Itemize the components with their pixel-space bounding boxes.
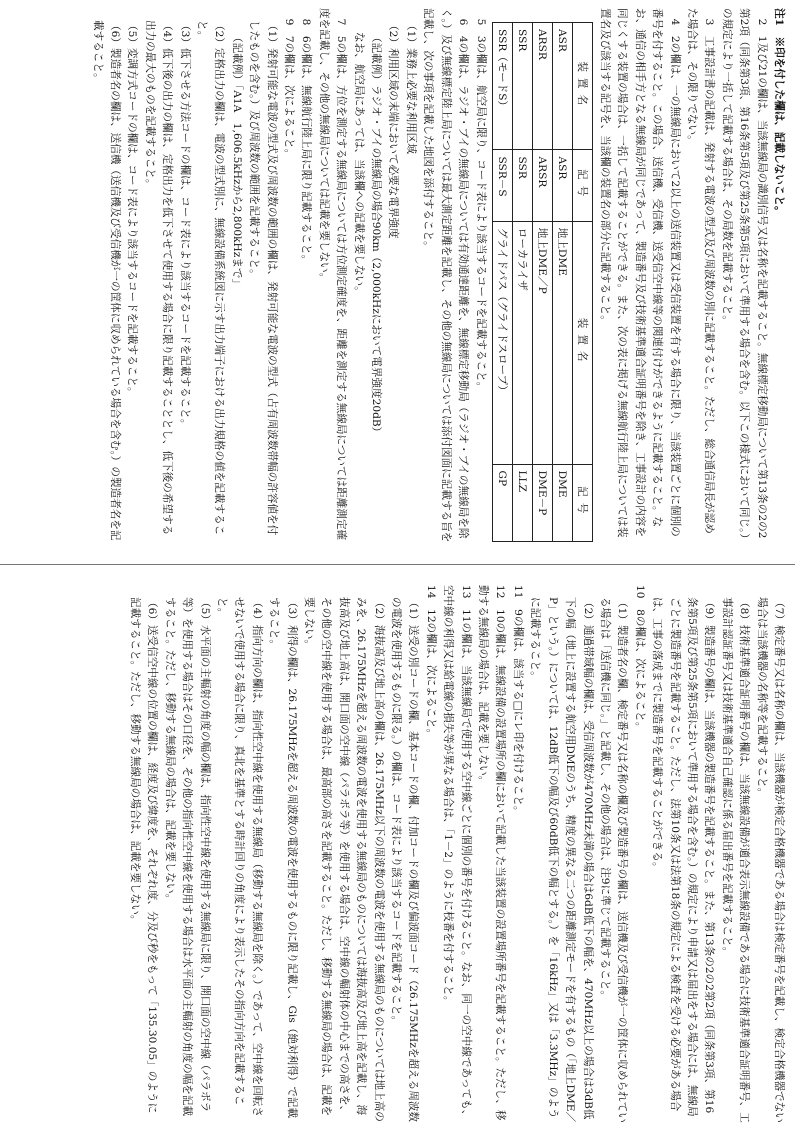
note-paragraph: （2）海抜高及び地上高の欄は、26.175MHz以下の周波数の電波を使用する無線局のものについては地上高のみを、26.175MHzを超える周波数の電波を使用する無線局のものについては海抜高及び地上高を記載し、海抜高及び地上高は、開口面の空中線（パラボラ等）を使用する場合は、空中線の輻射体の中心までの高さを、その他の空中線を使用する場合は、最高部の高さを記載すること。ただし、移動する無線局の場合は、記載を要しない。 [303,597,385,1122]
note-paragraph: なお、航空局にあっては、当該欄への記載を要しない。 [352,32,365,297]
note-paragraph: 13 11の欄は、当該無線局で使用する空中線ごとに個別の番号を付けること。なお、同一の空中線であっても、空中線の利得又は給電線の損失等が異なる場合は、「1－2」のように枝番を付すること。 [442,585,472,1121]
table-cell: SSR [512,23,532,150]
note-paragraph: （7）検定番号又は名称の欄は、当該機器が検定合格機器である場合は検定番号を記載し、検定合格機器でない場合は当該機器の名称等を記載すること。 [755,597,785,1123]
note-paragraph: （記載例）ラジオ・ブイの無線局の場合90km（2,000kHzにおいて電界強度20dB） [370,32,383,438]
note-paragraph: （3）低下させる方法コードの欄は、コード表により該当するコードを記載すること。 [178,20,191,430]
note-paragraph: （2）通過帯域幅の欄は、受信周波数が470MHz未満の場合は6dB低下の幅を、470MHz以上の場合は3dB低下の幅（地上に設置する航空用DMEのうち、精度の異なる二つの距離測定モードを有するもの（「地上DME／P」という。）については、12dB低下の幅及び60dB低下の幅とする。）を「16kHz」又は「3.3MHz」のように記載すること。 [529,597,594,1123]
note-paragraph: （2）利用区域の末端において必要な電界強度 [387,20,400,239]
note-paragraph: 6 4の欄は、ラジオ・ブイの無線局については有効通達距離を、無線標定移動局（ラジオ・ブイの無線局を除く。）及び無線標定陸上局については最大測定距離を記載し、その他の無線局については添付図面に記載する旨を記載し、次の事項を記載した地図を添付すること。 [422,8,470,543]
note-paragraph: 3 工事設計書の記載は、発射する電波の型式及び周波数の別に記載すること。ただし、総合通信局長が認めた場合は、その限りでない。 [685,8,716,534]
table-row [492,23,512,542]
table-cell: SSR－S [492,150,512,221]
table-header-row [572,23,592,542]
note-paragraph: （1）送受の別コードの欄、基本コードの欄、付加コードの欄及び偏波面コード（26.175MHzを超える周波数の電波を使用するものに限る。）の欄は、コード表により該当するコードを記載すること。 [390,597,420,1123]
note-paragraph: （6）送受信空中線の位置の欄は、経度及び緯度を、それぞれ度、分及び秒をもって「135.30.05」のように記載すること。ただし、移動する無線局の場合は、記載を要しない。 [128,597,159,1114]
table-cell: SSR（モードS） [492,23,512,150]
note-paragraph: 8 6の欄は、無線航行陸上局に限り記載すること。 [300,8,313,266]
table-row [512,23,532,542]
note-paragraph: 7 5の欄は、方位を測定する無線局については方位測定確度を、距離を測定する無線局については距離測定確度を記載し、その他の無線局については記載を要しない。 [317,8,348,541]
note-paragraph: 4 2の欄は、一の無線局において2以上の送信装置又は受信装置を有する場合に限り、当該装置ごとに個別の番号を付すること。この場合、送信機、受信機、送受信空中線等の関連付けができるように記載すること。なお、通信の相手方となる無線局が同じであって、製造番号及び技術基準適合証明番号を除き、工事設計の内容を同じくする装置の場合は、一括して記載することができる。また、次の表に掲げる無線航行陸上局については装置名及び該当する記号を、当該欄の装置名の部分に記載すること。 [598,8,681,538]
table-row [552,23,572,542]
note-paragraph: （5）水平面の主輻射の角度の幅の欄は、指向性空中線を使用する無線局に限り、開口面の空中線（パラボラ等）を使用する場合はその口径を、その他の指向性空中線を使用する場合は水平面の主輻射の角度の幅を記載すること。ただし、移動する無線局の場合は、記載を要しない。 [163,597,211,1117]
note-paragraph: （9）製造番号の欄は、当該機器の製造番号を記載すること。また、第13条の2の2第2項（同条第3項、第16条第5項及び第25条第5項において準用する場合を含む。）の規定により申請又は届出をする場合には、無線局ごとに製造番号を記載すること。ただし、法第10条又は法第18条の規定による検査を受ける必要がある場合は、工事の落成までに製造番号を記載することができる。 [651,597,716,1117]
note-paragraph: 5 3の欄は、航空局に限り、コード表により該当するコードを記載すること。 [474,8,487,393]
notes-block [126,585,787,1123]
right-column [0,575,795,1129]
table-cell: SSR [512,150,532,221]
note-paragraph: 12 10の欄は、無線設備の設置場所の欄において記載した当該装置の設置場所番号を記載すること。ただし、移動する無線局の場合は、記載を要しない。 [477,585,507,1121]
header-symbol: 記号 [572,150,592,221]
note-paragraph: （4）指向方向の欄は、指向性空中線を使用する無線局（移動する無線局を除く。）であって、空中線を回転させないで使用する場合に限り、真北を基準とする時計回りの角度により表示したその指向方向を記載すること。 [216,597,263,1117]
table-cell: DME－P [532,464,552,541]
note-paragraph: （5）変調方式コードの欄は、コード表により該当するコードを記載すること。 [126,20,139,398]
note-paragraph: （4）低下後の出力の欄は、定格出力を低下させて使用する場合に限り記載することとし、低下後の希望する出力の最大のものを記載すること。 [143,20,174,536]
table-cell: ARSR [532,23,552,150]
note-paragraph: 2 1及び21の欄は、当該無線局の識別信号又は名称を記載すること。無線標定移動局について第13条の2の2第2項（同条第3項、第16条第5項及び第25条第5項において準用する場合を含む。以下この様式において同じ。）の規定により一括して記載する場合は、その局数を記載すること。 [720,8,768,544]
header-symbol: 記号 [572,464,592,541]
note-paragraph: （記載例）「A1A 1,606.5kHzから2,800kHzまで」 [230,32,243,290]
note-paragraph: （8）技術基準適合証明番号の欄は、当該無線設備が適合表示無線設備である場合に技術基準適合証明番号、工事設計認証番号又は技術基準適合自己確認に係る届出番号を記載すること。 [720,597,751,1123]
table-cell: DME [552,464,572,541]
notes-block [88,8,488,544]
note-paragraph: （2）定格出力の欄は、電波の型式別に、無線設備系統図に示す出力端子における出力規格の値を記載すること。 [196,20,226,536]
table-cell: グライドパス（グライドスロープ） [492,221,512,464]
table-cell: 地上DME [552,221,572,464]
header-device-name: 装置名 [572,23,592,150]
table-cell: ASR [552,23,572,150]
note-paragraph: （1）製造者名の欄、検定番号又は名称の欄及び製造番号の欄は、送信機及び受信機が一の筐体に収められている場合は「送信機に同じ。」と記載し、その他の場合は、注9に準じて記載すること。 [598,597,629,1123]
table-cell: GP [492,464,512,541]
device-symbol-table [492,22,593,542]
note-paragraph: （3）利得の欄は、26.175MHzを超える周波数の電波を使用するものに限り記載し、Gis（絶対利得）で記載すること。 [268,597,298,1119]
note-paragraph: 11 9の欄は、該当する□にレ印を付けること。 [511,585,524,817]
header-device-name: 装置名 [572,221,592,464]
note-paragraph: （1）発射可能な電波の型式及び周波数の範囲の欄は、発射可能な電波の型式（占有周波数帯幅の許容値を付したものを含む。）及び周波数の範囲を記載すること。 [248,20,278,536]
note-paragraph: 10 8の欄は、次によること。 [633,585,646,733]
note-paragraph: （6）製造者名の欄は、送信機（送信機及び受信機が一の筐体に収められている場合を含む。）の製造者名を記載すること。 [91,20,121,541]
table-cell: LLZ [512,464,532,541]
table-cell: ARSR [532,150,552,221]
table-cell: ローカライザ [512,221,532,464]
note-paragraph: 9 7の欄は、次によること。 [283,8,296,160]
table-cell: ASR [552,150,572,221]
note-paragraph: （1）業務上必要な利用区域 [404,20,417,154]
note-paragraph: 注1 ※印を付した欄は、記載しないこと。 [773,8,785,217]
table-cell: 地上DME／P [532,221,552,464]
table-row [532,23,552,542]
notes-block [596,8,787,544]
note-paragraph: 14 12の欄は、次によること。 [424,585,437,740]
column-divider [0,564,795,565]
left-column [0,0,795,554]
